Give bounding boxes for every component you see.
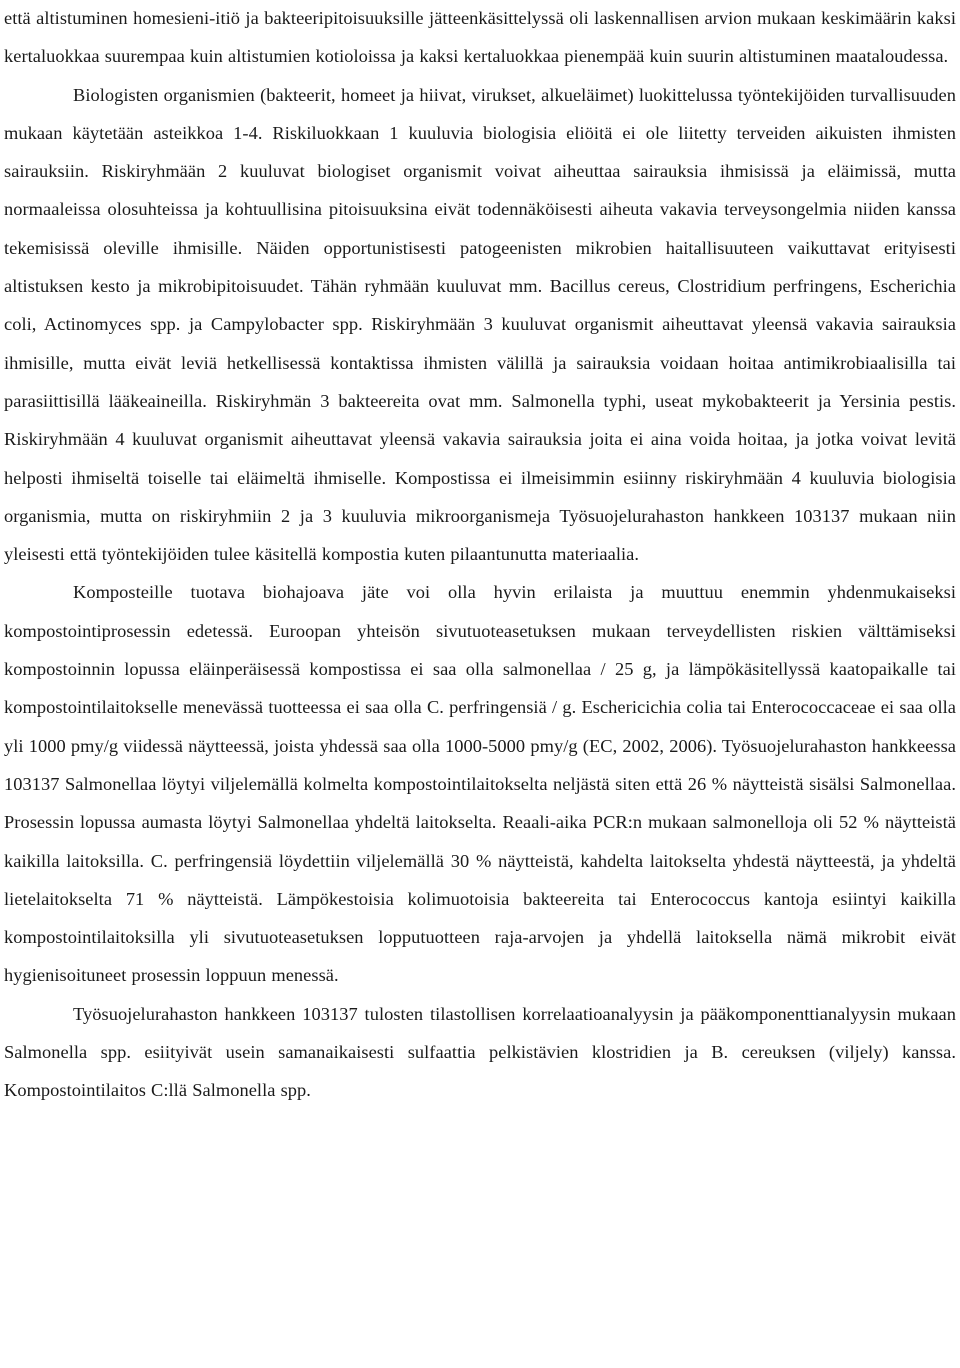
paragraph-1: että altistuminen homesieni-itiö ja bakteeripitoisuuksille jätteenkäsittelyssä oli laskennallisen arvion mukaan keskimäärin kaksi kertaluokkaa suurempaa kuin altistumien kotioloissa ja kaksi kertaluokkaa pienempää kuin suurin altistuminen maataloudessa. — [4, 8, 956, 67]
paragraph-3: Komposteille tuotava biohajoava jäte voi olla hyvin erilaista ja muuttuu enemmin yhdenmukaiseksi kompostointiprosessin edetessä. Euroopan yhteisön sivutuoteasetuksen mukaan terveydellisten riskien välttämiseksi kompostoinnin lopussa eläinperäisessä kompostissa ei saa olla salmonellaa / 25 g, ja lämpökäsitellyssä kaatopaikalle tai kompostointilaitokselle menevässä tuotteessa ei saa olla C. perfringensiä / g. Eschericichia colia tai Enterococcaceae ei saa olla yli 1000 pmy/g viidessä näytteessä, joista yhdessä saa olla 1000-5000 pmy/g (EC, 2002, 2006). Työsuojelurahaston hankkeessa 103137 Salmonellaa löytyi viljelemällä kolmelta kompostointilaitokselta neljästä siten että 26 % näytteistä sisälsi Salmonellaa. Prosessin lopussa aumasta löytyi Salmonellaa yhdeltä laitokselta. Reaali-aika PCR:n mukaan salmonelloja oli 52 % näytteistä kaikilla laitoksilla. C. perfringensiä löydettiin viljelemällä 30 % näytteistä, kahdelta laitokselta yhdestä näytteestä, ja yhdeltä lietelaitokselta 71 % näytteistä. Lämpökestoisia kolimuotoisia bakteereita tai Enterococcus kantoja esiintyi kaikilla kompostointilaitoksilla yli sivutuoteasetuksen lopputuotteen raja-arvojen ja yhdellä laitoksella nämä mikrobit eivät hygienisoituneet prosessin loppuun menessä. — [4, 582, 956, 986]
paragraph-2: Biologisten organismien (bakteerit, homeet ja hiivat, virukset, alkueläimet) luokittelussa työntekijöiden turvallisuuden mukaan käytetään asteikkoa 1-4. Riskiluokkaan 1 kuuluvia biologisia eliöitä ei ole liitetty terveiden aikuisten ihmisten sairauksiin. Riskiryhmään 2 kuuluvat biologiset organismit voivat aiheuttaa sairauksia ihmisissä ja eläimissä, mutta normaaleissa olosuhteissa ja kohtuullisina pitoisuuksina eivät todennäköisesti aiheuta vakavia terveysongelmia niiden kanssa tekemisissä oleville ihmisille. Näiden opportunistisesti patogeenisten mikrobien haitallisuuteen vaikuttavat erityisesti altistuksen kesto ja mikrobipitoisuudet. Tähän ryhmään kuuluvat mm. Bacillus cereus, Clostridium perfringens, Escherichia coli, Actinomyces spp. ja Campylobacter spp. Riskiryhmään 3 kuuluvat organismit aiheuttavat yleensä vakavia sairauksia ihmisille, mutta eivät leviä hetkellisessä kontaktissa ihmisten välillä ja sairauksia voidaan hoitaa antimikrobiaalisilla tai parasiittisillä lääkeaineilla. Riskiryhmän 3 bakteereita ovat mm. Salmonella typhi, useat mykobakteerit ja Yersinia pestis. Riskiryhmään 4 kuuluvat organismit aiheuttavat yleensä vakavia sairauksia joita ei aina voida hoitaa, ja jotka voivat levitä helposti ihmiseltä toiselle tai eläimeltä ihmiselle. Kompostissa ei ilmeisimmin esiinny riskiryhmään 4 kuuluvia biologisia organismia, mutta on riskiryhmiin 2 ja 3 kuuluvia mikroorganismeja Työsuojelurahaston hankkeen 103137 mukaan niin yleisesti että työntekijöiden tulee käsitellä kompostia kuten pilaantunutta materiaalia. — [4, 84, 956, 565]
paragraph-4: Työsuojelurahaston hankkeen 103137 tulosten tilastollisen korrelaatioanalyysin ja pääkomponenttianalyysin mukaan Salmonella spp. esiityivät usein samanaikaisesti sulfaattia pelkistävien klostridien ja B. cereuksen (viljely) kanssa. Kompostointilaitos C:llä Salmonella spp. — [4, 1003, 956, 1101]
